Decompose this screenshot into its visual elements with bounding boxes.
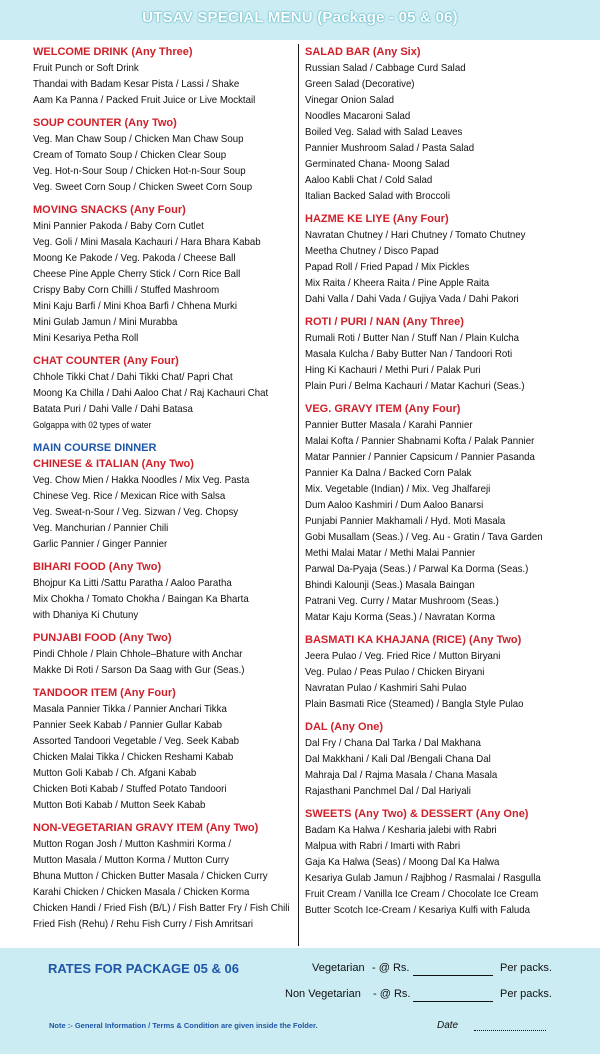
menu-item: Malpua with Rabri / Imarti with Rabri [305,840,461,852]
menu-item: Punjabi Pannier Makhamali / Hyd. Moti Masala [305,515,506,527]
menu-item: Dal Makkhani / Kali Dal /Bengali Chana Dal [305,753,491,765]
menu-item: Mini Kesariya Petha Roll [33,332,139,344]
menu-item: Jeera Pulao / Veg. Fried Rice / Mutton Biryani [305,650,501,662]
section-title: MAIN COURSE DINNER [33,442,157,454]
menu-item: Mutton Goli Kabab / Ch. Afgani Kabab [33,767,197,779]
menu-item: Patrani Veg. Curry / Matar Mushroom (Seas.) [305,595,499,607]
menu-item: Mix Chokha / Tomato Chokha / Baingan Ka Bharta [33,593,249,605]
menu-item: Mahraja Dal / Rajma Masala / Chana Masala [305,769,498,781]
menu-section [33,820,295,932]
right-column [305,44,595,925]
column-divider [298,44,299,946]
menu-item: Bhindi Kalounji (Seas.) Masala Baingan [305,579,475,591]
menu-item: Moong Ka Chilla / Dahi Aaloo Chat / Raj Kachauri Chat [33,387,269,399]
menu-item: Bhuna Mutton / Chicken Butter Masala / Chicken Curry [33,870,268,882]
menu-item: Navratan Pulao / Kashmiri Sahi Pulao [305,682,467,694]
menu-item: Batata Puri / Dahi Valle / Dahi Batasa [33,403,193,415]
menu-item: Parwal Da-Pyaja (Seas.) / Parwal Ka Dorma (Seas.) [305,563,529,575]
menu-item: Gaja Ka Halwa (Seas) / Moong Dal Ka Halwa [305,856,500,868]
menu-item: Gobi Musallam (Seas.) / Veg. Au - Gratin / Tava Garden [305,531,543,543]
menu-section [33,685,295,813]
menu-item: Cream of Tomato Soup / Chicken Clear Soup [33,149,227,161]
section-title: SALAD BAR (Any Six) [305,46,421,58]
menu-item: Noodles Macaroni Salad [305,110,411,122]
menu-section [305,401,595,625]
menu-item: Chicken Malai Tikka / Chicken Reshami Kabab [33,751,234,763]
menu-item: Pannier Ka Dalna / Backed Corn Palak [305,467,472,479]
veg-rate-prefix: - @ Rs. [372,962,410,974]
menu-item: Fried Fish (Rehu) / Rehu Fish Curry / Fish Amritsari [33,918,254,930]
menu-item: Moong Ke Pakode / Veg. Pakoda / Cheese Ball [33,252,236,264]
menu-section [305,314,595,394]
date-label: Date [437,1020,459,1031]
veg-label: Vegetarian [312,962,365,974]
menu-item: Veg. Man Chaw Soup / Chicken Man Chaw Soup [33,133,244,145]
menu-item: Assorted Tandoori Vegetable / Veg. Seek Kabab [33,735,240,747]
date-blank [474,1030,546,1031]
menu-item: Plain Puri / Belma Kachauri / Matar Kachuri (Seas.) [305,380,525,392]
menu-item: Vinegar Onion Salad [305,94,394,106]
menu-item: Pannier Mushroom Salad / Pasta Salad [305,142,475,154]
menu-item: Mini Kaju Barfi / Mini Khoa Barfi / Chhena Murki [33,300,238,312]
section-title: CHINESE & ITALIAN (Any Two) [33,458,194,470]
menu-item: Rumali Roti / Butter Nan / Stuff Nan / Plain Kulcha [305,332,520,344]
left-column [33,44,295,939]
menu-item: Matar Pannier / Pannier Capsicum / Pannier Pasanda [305,451,535,463]
menu-item: Boiled Veg. Salad with Salad Leaves [305,126,463,138]
menu-item: Makke Di Roti / Sarson Da Saag with Gur (Seas.) [33,664,245,676]
menu-item: Methi Malai Matar / Methi Malai Pannier [305,547,476,559]
section-title: TANDOOR ITEM (Any Four) [33,687,176,699]
menu-header [0,0,600,40]
menu-item: Mini Pannier Pakoda / Baby Corn Cutlet [33,220,204,232]
menu-item: Veg. Chow Mien / Hakka Noodles / Mix Veg. Pasta [33,474,250,486]
section-title: BIHARI FOOD (Any Two) [33,561,162,573]
menu-item: Masala Pannier Tikka / Pannier Anchari Tikka [33,703,227,715]
rates-footer [0,948,600,1054]
menu-item: Chicken Handi / Fried Fish (B/L) / Fish Batter Fry / Fish Chili [33,902,290,914]
menu-item: Rajasthani Panchmel Dal / Dal Hariyali [305,785,471,797]
menu-section [33,440,295,456]
menu-item: Veg. Hot-n-Sour Soup / Chicken Hot-n-Sour Soup [33,165,246,177]
menu-item: Veg. Sweat-n-Sour / Veg. Sizwan / Veg. Chopsy [33,506,239,518]
section-title: VEG. GRAVY ITEM (Any Four) [305,403,461,415]
section-title: HAZME KE LIYE (Any Four) [305,213,449,225]
menu-item: Meetha Chutney / Disco Papad [305,245,439,257]
menu-item: Mix Raita / Kheera Raita / Pine Apple Raita [305,277,490,289]
veg-per-packs: Per packs. [500,962,552,974]
menu-section [33,353,295,433]
menu-item: Mini Gulab Jamun / Mini Murabba [33,316,178,328]
menu-item: with Dhaniya Ki Chutuny [33,609,139,621]
menu-item: Masala Kulcha / Baby Butter Nan / Tandoori Roti [305,348,513,360]
menu-item: Chhole Tikki Chat / Dahi Tikki Chat/ Papri Chat [33,371,233,383]
menu-section [33,456,295,552]
menu-item: Dal Fry / Chana Dal Tarka / Dal Makhana [305,737,481,749]
menu-section [305,806,595,918]
menu-section [305,44,595,204]
menu-item: Aam Ka Panna / Packed Fruit Juice or Live Mocktail [33,94,256,106]
section-title: ROTI / PURI / NAN (Any Three) [305,316,464,328]
terms-note: Note :- General Information / Terms & Condition are given inside the Folder. [49,1021,318,1030]
menu-item: Plain Basmati Rice (Steamed) / Bangla Style Pulao [305,698,524,710]
menu-item: Pannier Butter Masala / Karahi Pannier [305,419,473,431]
menu-section [33,115,295,195]
menu-section [33,44,295,108]
section-title: CHAT COUNTER (Any Four) [33,355,179,367]
menu-item: Butter Scotch Ice-Cream / Kesariya Kulfi with Faluda [305,904,530,916]
menu-item: Pindi Chhole / Plain Chhole–Bhature with Anchar [33,648,243,660]
menu-item: Karahi Chicken / Chicken Masala / Chicken Korma [33,886,250,898]
menu-section [305,632,595,712]
menu-section [33,559,295,623]
rates-title: RATES FOR PACKAGE 05 & 06 [48,961,239,976]
menu-item: Bhojpur Ka Litti /Sattu Paratha / Aaloo Paratha [33,577,232,589]
menu-item: Pannier Seek Kabab / Pannier Gullar Kabab [33,719,223,731]
menu-section [33,630,295,678]
menu-item: Mutton Masala / Mutton Korma / Mutton Curry [33,854,229,866]
section-title: BASMATI KA KHAJANA (RICE) (Any Two) [305,634,522,646]
menu-item: Green Salad (Decorative) [305,78,415,90]
section-title: SOUP COUNTER (Any Two) [33,117,177,129]
nonveg-label: Non Vegetarian [285,988,361,1000]
menu-item: Cheese Pine Apple Cherry Stick / Corn Rice Ball [33,268,241,280]
menu-item: Italian Backed Salad with Broccoli [305,190,450,202]
menu-item: Chicken Boti Kabab / Stuffed Potato Tandoori [33,783,227,795]
menu-item: Navratan Chutney / Hari Chutney / Tomato Chutney [305,229,526,241]
menu-section [305,211,595,307]
nonveg-rate-prefix: - @ Rs. [373,988,411,1000]
nonveg-per-packs: Per packs. [500,988,552,1000]
menu-item: Fruit Punch or Soft Drink [33,62,139,74]
menu-item: Matar Kaju Korma (Seas.) / Navratan Korma [305,611,496,623]
section-title: NON-VEGETARIAN GRAVY ITEM (Any Two) [33,822,259,834]
menu-item: Germinated Chana- Moong Salad [305,158,450,170]
menu-item: Veg. Manchurian / Pannier Chili [33,522,169,534]
menu-section [33,202,295,346]
section-title: SWEETS (Any Two) & DESSERT (Any One) [305,808,529,820]
section-title: WELCOME DRINK (Any Three) [33,46,193,58]
menu-item: Thandai with Badam Kesar Pista / Lassi / Shake [33,78,240,90]
menu-item: Malai Kofta / Pannier Shabnami Kofta / Palak Pannier [305,435,535,447]
menu-section [305,719,595,799]
menu-item: Garlic Pannier / Ginger Pannier [33,538,168,550]
menu-item: Chinese Veg. Rice / Mexican Rice with Salsa [33,490,226,502]
menu-item: Kesariya Gulab Jamun / Rajbhog / Rasmalai / Rasgulla [305,872,541,884]
menu-item: Golgappa with 02 types of water [33,420,152,430]
menu-item: Crispy Baby Corn Chilli / Stuffed Mashroom [33,284,220,296]
menu-item: Badam Ka Halwa / Kesharia jalebi with Rabri [305,824,497,836]
menu-item: Veg. Goli / Mini Masala Kachauri / Hara Bhara Kabab [33,236,261,248]
menu-item: Russian Salad / Cabbage Curd Salad [305,62,466,74]
nonveg-rate-blank [413,1001,493,1002]
menu-item: Mutton Boti Kabab / Mutton Seek Kabab [33,799,206,811]
veg-rate-blank [413,975,493,976]
menu-item: Veg. Pulao / Peas Pulao / Chicken Biryani [305,666,485,678]
menu-title: UTSAV SPECIAL MENU (Package - 05 & 06) [142,9,458,26]
menu-item: Aaloo Kabli Chat / Cold Salad [305,174,433,186]
menu-item: Fruit Cream / Vanilla Ice Cream / Chocolate Ice Cream [305,888,539,900]
menu-item: Hing Ki Kachauri / Methi Puri / Palak Puri [305,364,481,376]
menu-item: Mutton Rogan Josh / Mutton Kashmiri Korma / [33,838,232,850]
menu-item: Veg. Sweet Corn Soup / Chicken Sweet Corn Soup [33,181,253,193]
section-title: DAL (Any One) [305,721,384,733]
section-title: MOVING SNACKS (Any Four) [33,204,186,216]
section-title: PUNJABI FOOD (Any Two) [33,632,172,644]
menu-item: Papad Roll / Fried Papad / Mix Pickles [305,261,470,273]
menu-item: Mix. Vegetable (Indian) / Mix. Veg Jhalfareji [305,483,491,495]
menu-item: Dahi Valla / Dahi Vada / Gujiya Vada / Dahi Pakori [305,293,519,305]
menu-item: Dum Aaloo Kashmiri / Dum Aaloo Banarsi [305,499,484,511]
